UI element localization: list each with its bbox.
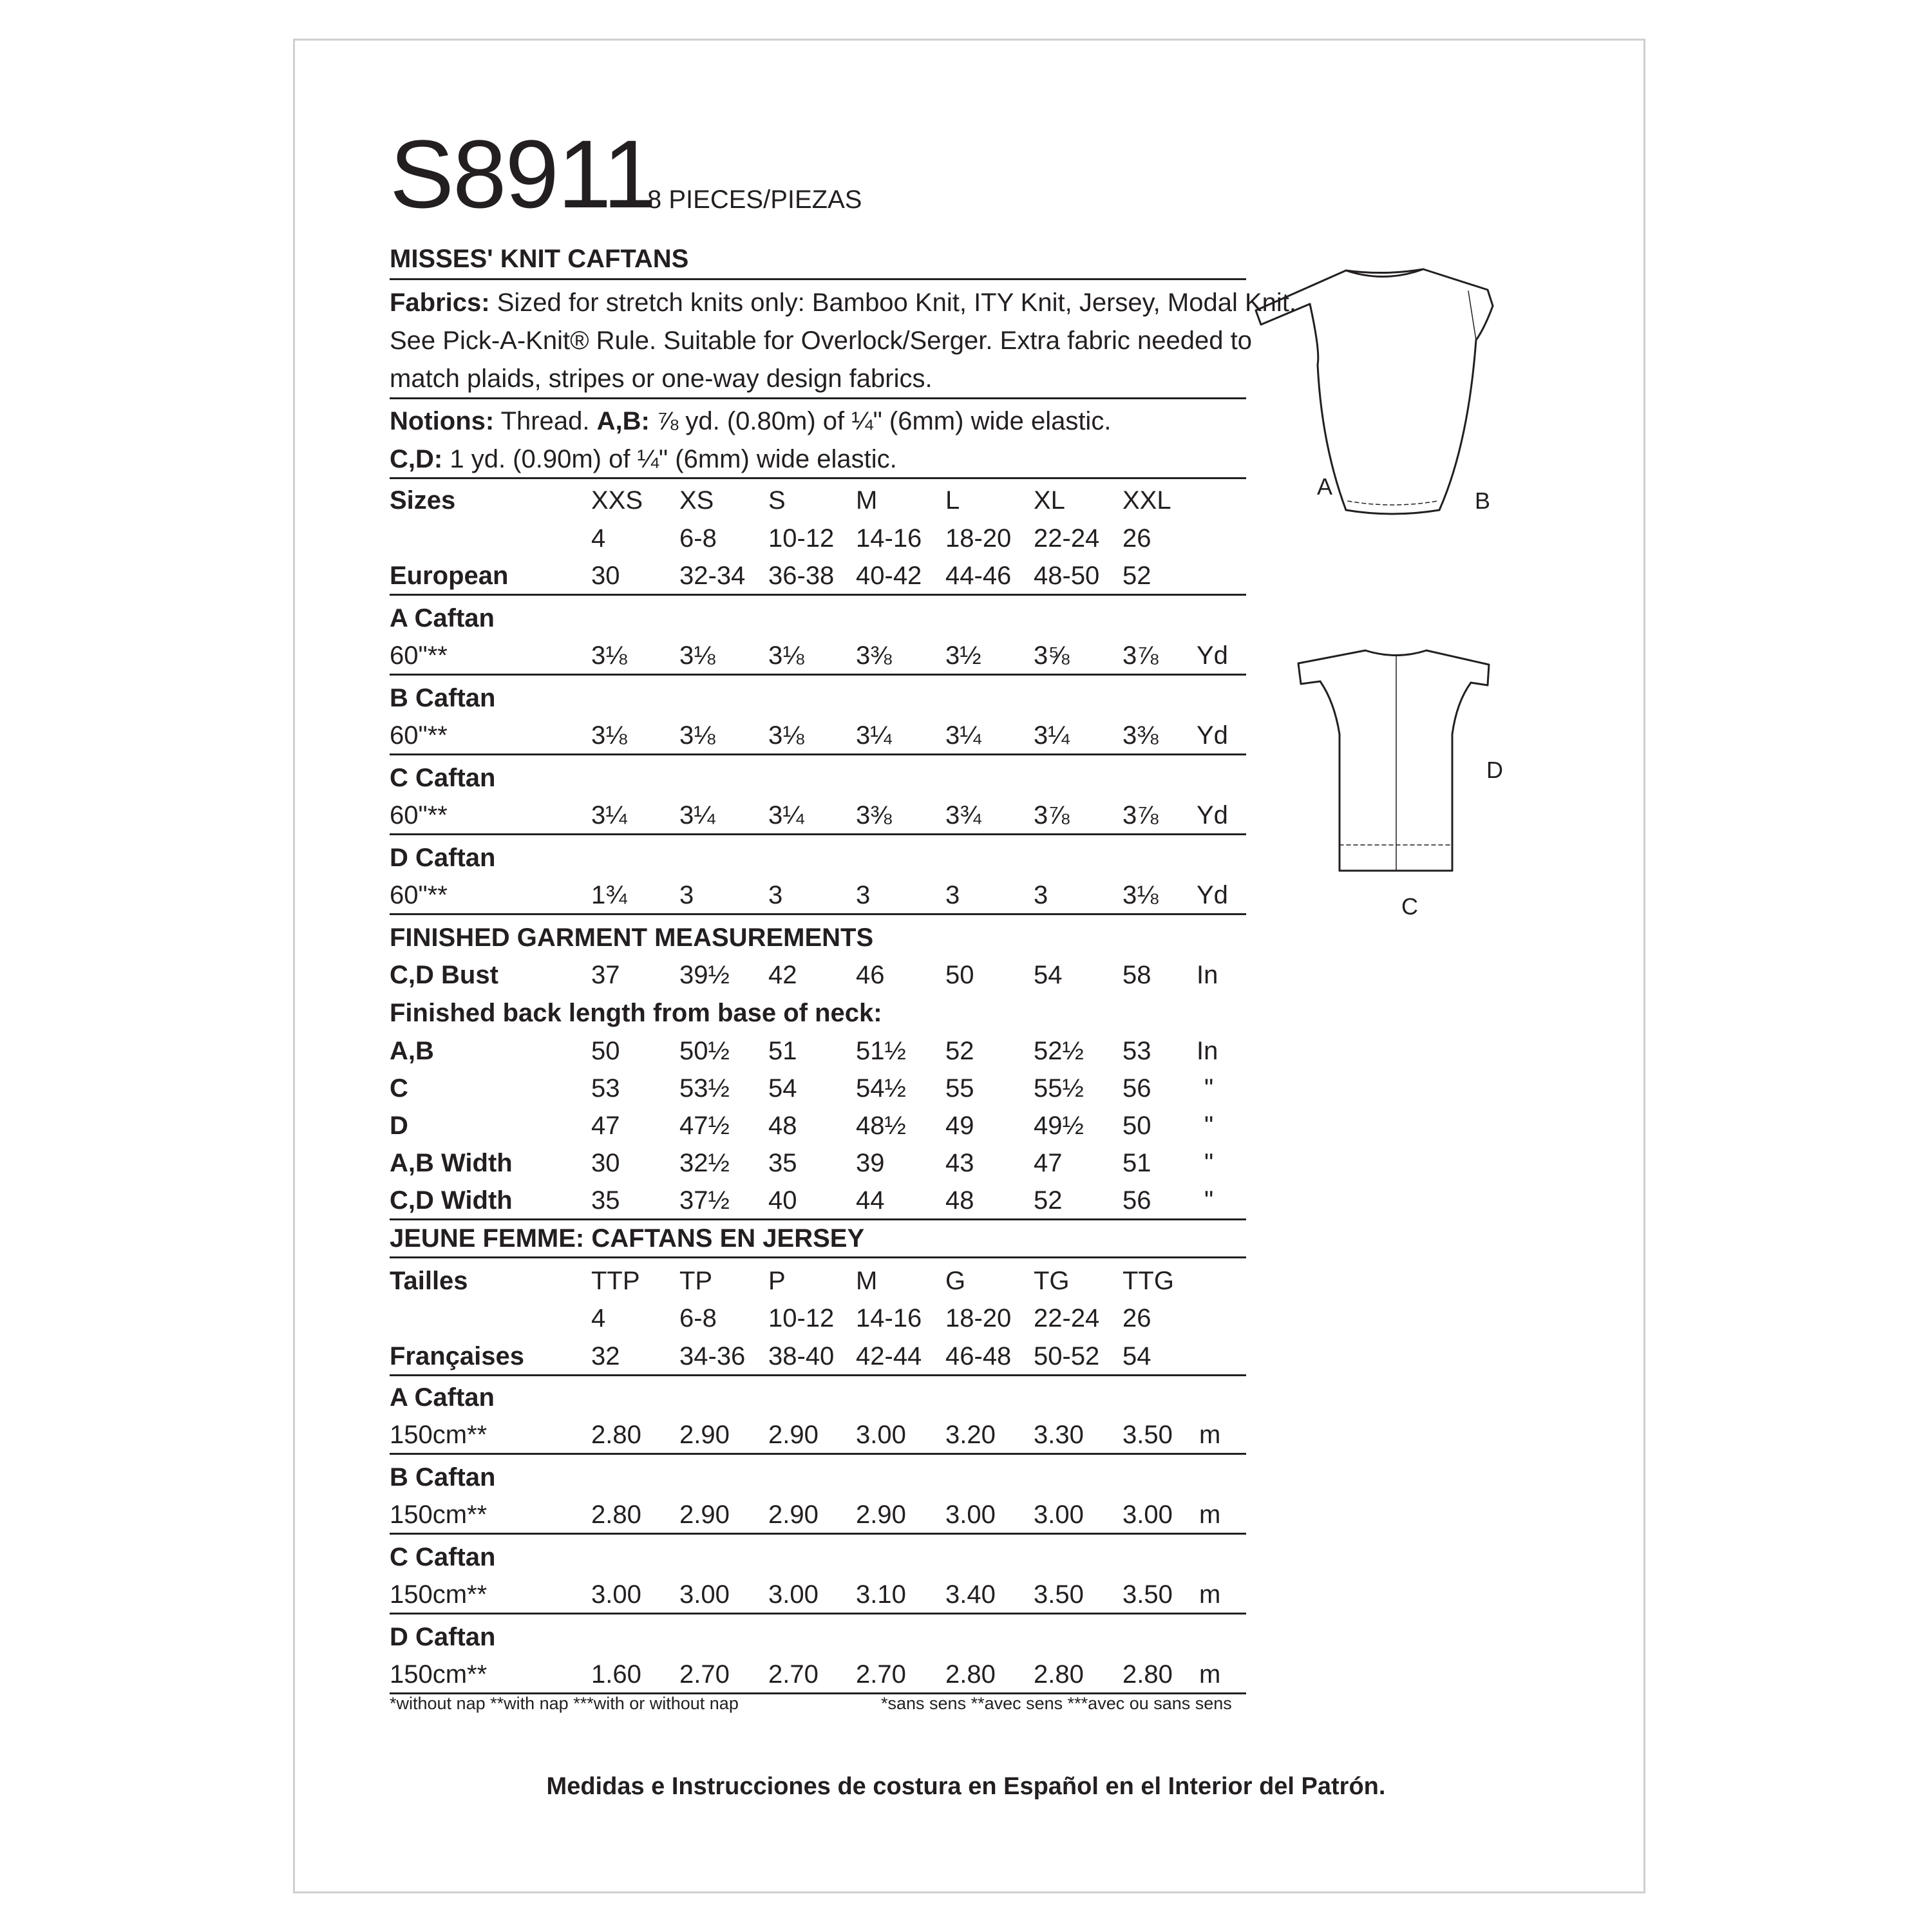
rule [390,397,1246,399]
measurement-cell: 51 [768,1037,797,1065]
taille-cell: P [768,1267,786,1295]
measurement-cell: 47 [1034,1149,1063,1177]
pattern-number: S8911 [390,120,656,228]
bust-cell: 50 [945,961,974,989]
notions-cd-label: C,D: [390,445,443,473]
rule [390,1218,1246,1220]
fabrics-line-2: See Pick-A-Knit® Rule. Suitable for Overlock/Serger. Extra fabric needed to [390,327,1252,355]
view-label: A Caftan [390,604,495,632]
measurement-cell: 52½ [1034,1037,1084,1065]
measurement-cell: 52 [1034,1186,1063,1215]
yardage-cell: 3⅜ [856,801,892,829]
yardage-cell: 3⅛ [591,721,627,750]
francaise-cell: 32 [591,1342,620,1370]
yardage-cell: 3⅞ [1122,641,1159,670]
yardage-cell: 3⅞ [1122,801,1159,829]
yardage-cell: 3¼ [768,801,804,829]
bust-cell: 39½ [679,961,730,989]
measurement-cell: 43 [945,1149,974,1177]
rule [390,1533,1246,1535]
yardage-cell: 3 [945,881,960,909]
yardage-cell: 3.50 [1122,1421,1173,1449]
francaise-cell: 38-40 [768,1342,835,1370]
yardage-cell: 3⅝ [1034,641,1070,670]
notions-thread: Thread. [500,407,590,435]
bust-label: C,D Bust [390,961,498,989]
rule [390,1453,1246,1455]
rule [390,913,1246,915]
size-numeric-cell: 14-16 [856,524,922,553]
rule [390,278,1246,280]
size-numeric-cell: 22-24 [1034,524,1100,553]
yardage-cell: 2.80 [1122,1660,1173,1689]
bust-cell: 46 [856,961,885,989]
yardage-cell: 3⅛ [679,721,715,750]
francaises-label: Françaises [390,1342,525,1370]
rule [390,1613,1246,1615]
measurement-cell: 49 [945,1112,974,1140]
yardage-cell: 3.50 [1122,1580,1173,1609]
unit-cell: " [1204,1112,1214,1140]
measurement-cell: 40 [768,1186,797,1215]
yardage-cell: 3⅜ [1122,721,1159,750]
sizes-label: Sizes [390,486,456,515]
bust-cell: 37 [591,961,620,989]
european-cell: 36-38 [768,562,835,590]
unit-cell: In [1197,1037,1218,1065]
francaise-cell: 34-36 [679,1342,746,1370]
view-label: C Caftan [390,764,496,792]
size-cell: L [945,486,960,515]
measurement-cell: 56 [1122,1186,1151,1215]
yardage-cell: 3.30 [1034,1421,1084,1449]
french-title: JEUNE FEMME: CAFTANS EN JERSEY [390,1224,865,1253]
yardage-cell: 3 [679,881,694,909]
taille-numeric-cell: 18-20 [945,1304,1012,1332]
yardage-cell: 2.80 [591,1421,641,1449]
rule [390,477,1246,479]
measurement-label: A,B [390,1037,434,1065]
size-numeric-cell: 26 [1122,524,1151,553]
yardage-cell: 3.00 [1122,1501,1173,1529]
yardage-cell: 2.90 [768,1421,819,1449]
yardage-cell: 3¼ [591,801,627,829]
measurement-cell: 50 [591,1037,620,1065]
measurement-label: C [390,1074,408,1103]
yardage-cell: 3¼ [856,721,892,750]
yardage-cell: 3 [1034,881,1048,909]
measurement-cell: 48 [768,1112,797,1140]
taille-cell: G [945,1267,966,1295]
yardage-cell: 3.00 [945,1501,996,1529]
taille-numeric-cell: 10-12 [768,1304,835,1332]
measurement-cell: 54½ [856,1074,906,1103]
yardage-cell: 3.00 [768,1580,819,1609]
yardage-cell: 3.20 [945,1421,996,1449]
yardage-cell: 2.70 [856,1660,906,1689]
unit-cell: m [1199,1421,1221,1449]
european-cell: 44-46 [945,562,1012,590]
taille-numeric-cell: 4 [591,1304,606,1332]
yardage-cell: 3⅛ [679,641,715,670]
unit-cell: m [1199,1501,1221,1529]
fabric-width: 60"** [390,881,448,909]
fabric-width: 150cm** [390,1580,488,1609]
european-label: European [390,562,509,590]
taille-numeric-cell: 6-8 [679,1304,717,1332]
measurement-cell: 48 [945,1186,974,1215]
notions-line-1 [390,408,1111,434]
yardage-cell: 2.70 [768,1660,819,1689]
fabrics-label: Fabrics: [390,289,490,317]
spanish-note: Medidas e Instrucciones de costura en Español en el Interior del Patrón. [546,1773,1386,1800]
fabric-width: 150cm** [390,1660,488,1689]
view-label-c: C [1401,893,1418,920]
rule [390,1374,1246,1376]
yardage-cell: 2.90 [856,1501,906,1529]
yardage-cell: 3.00 [679,1580,730,1609]
taille-cell: M [856,1267,878,1295]
yardage-cell: 3.00 [856,1421,906,1449]
yardage-cell: 3 [856,881,871,909]
yardage-cell: 3 [768,881,783,909]
footnote-french: *sans sens **avec sens ***avec ou sans sens [881,1694,1232,1713]
bust-cell: 42 [768,961,797,989]
measurement-cell: 53½ [679,1074,730,1103]
yardage-cell: 3¼ [945,721,981,750]
view-label: B Caftan [390,1463,496,1492]
fabric-width: 150cm** [390,1501,488,1529]
fabric-width: 60"** [390,801,448,829]
unit-cell: Yd [1197,881,1228,909]
measurement-cell: 48½ [856,1112,906,1140]
measurement-cell: 53 [1122,1037,1151,1065]
view-label: D Caftan [390,1623,496,1651]
size-cell: S [768,486,786,515]
yardage-cell: 3⅛ [591,641,627,670]
taille-cell: TTP [591,1267,640,1295]
taille-numeric-cell: 22-24 [1034,1304,1100,1332]
size-numeric-cell: 18-20 [945,524,1012,553]
fabrics-text-1: Sized for stretch knits only: Bamboo Knit, ITY Knit, Jersey, Modal Knit. [497,289,1297,317]
measurement-cell: 55 [945,1074,974,1103]
size-numeric-cell: 6-8 [679,524,717,553]
unit-cell: Yd [1197,721,1228,750]
francaise-cell: 46-48 [945,1342,1012,1370]
taille-numeric-cell: 26 [1122,1304,1151,1332]
yardage-cell: 3½ [945,641,981,670]
fabric-width: 60"** [390,721,448,750]
measurement-cell: 55½ [1034,1074,1084,1103]
francaise-cell: 54 [1122,1342,1151,1370]
view-label: C Caftan [390,1543,496,1571]
unit-cell: m [1199,1580,1221,1609]
yardage-cell: 3⅜ [856,641,892,670]
measurement-cell: 49½ [1034,1112,1084,1140]
pieces-count: 8 PIECES/PIEZAS [647,185,862,214]
rule [390,1256,1246,1258]
yardage-cell: 3⅞ [1034,801,1070,829]
measurement-cell: 35 [768,1149,797,1177]
size-numeric-cell: 10-12 [768,524,835,553]
yardage-cell: 3.00 [591,1580,641,1609]
yardage-cell: 2.90 [679,1421,730,1449]
unit-cell: " [1204,1074,1214,1103]
yardage-cell: 3.50 [1034,1580,1084,1609]
taille-cell: TTG [1122,1267,1174,1295]
measurement-cell: 54 [768,1074,797,1103]
notions-line-2 [390,446,897,472]
fabrics-line-3: match plaids, stripes or one-way design fabrics. [390,365,933,393]
measurement-cell: 37½ [679,1186,730,1215]
yardage-cell: 2.80 [945,1660,996,1689]
taille-numeric-cell: 14-16 [856,1304,922,1332]
footnote-english: *without nap **with nap ***with or without nap [390,1694,739,1713]
yardage-cell: 3⅛ [768,641,804,670]
yardage-cell: 3¼ [679,801,715,829]
notions-ab-label: A,B: [596,407,650,435]
measurement-cell: 30 [591,1149,620,1177]
yardage-cell: 3.00 [1034,1501,1084,1529]
size-cell: XS [679,486,714,515]
view-label-d: D [1486,757,1503,783]
tailles-label: Tailles [390,1267,468,1295]
back-length-title: Finished back length from base of neck: [390,999,882,1027]
notions-ab-text: ⅞ yd. (0.80m) of ¼" (6mm) wide elastic. [656,407,1112,435]
measurement-cell: 50 [1122,1112,1151,1140]
measurement-cell: 56 [1122,1074,1151,1103]
taille-cell: TG [1034,1267,1070,1295]
size-cell: XXL [1122,486,1171,515]
view-label: D Caftan [390,844,496,872]
size-cell: M [856,486,878,515]
yardage-cell: 3⅛ [1122,881,1159,909]
bust-cell: 54 [1034,961,1063,989]
view-label: B Caftan [390,684,496,712]
francaise-cell: 50-52 [1034,1342,1100,1370]
european-cell: 30 [591,562,620,590]
yardage-cell: 3¼ [1034,721,1070,750]
notions-cd-text: 1 yd. (0.90m) of ¼" (6mm) wide elastic. [450,445,897,473]
pattern-title: MISSES' KNIT CAFTANS [390,245,689,273]
yardage-cell: 3.40 [945,1580,996,1609]
yardage-cell: 3.10 [856,1580,906,1609]
rule [390,833,1246,835]
measurement-label: A,B Width [390,1149,513,1177]
measurement-cell: 47 [591,1112,620,1140]
unit-cell: m [1199,1660,1221,1689]
yardage-cell: 2.80 [591,1501,641,1529]
unit-cell: " [1204,1186,1214,1215]
measurement-cell: 51 [1122,1149,1151,1177]
yardage-cell: 1.60 [591,1660,641,1689]
measurement-cell: 35 [591,1186,620,1215]
size-cell: XL [1034,486,1065,515]
finished-title: FINISHED GARMENT MEASUREMENTS [390,923,874,952]
yardage-cell: 2.80 [1034,1660,1084,1689]
fabrics-line-1 [390,290,1296,316]
measurement-label: C,D Width [390,1186,513,1215]
yardage-cell: 1¾ [591,881,627,909]
caftan-cd-drawing [1288,631,1507,889]
view-label: A Caftan [390,1383,495,1412]
unit-cell: Yd [1197,801,1228,829]
measurement-label: D [390,1112,408,1140]
unit-cell: Yd [1197,641,1228,670]
bust-cell: 58 [1122,961,1151,989]
european-cell: 40-42 [856,562,922,590]
size-numeric-cell: 4 [591,524,606,553]
yardage-cell: 2.90 [768,1501,819,1529]
unit-cell: " [1204,1149,1214,1177]
size-cell: XXS [591,486,643,515]
rule [390,674,1246,676]
unit-cell: In [1197,961,1218,989]
measurement-cell: 51½ [856,1037,906,1065]
european-cell: 52 [1122,562,1151,590]
measurement-cell: 52 [945,1037,974,1065]
measurement-cell: 47½ [679,1112,730,1140]
yardage-cell: 2.70 [679,1660,730,1689]
notions-label: Notions: [390,407,495,435]
view-label-a: A [1317,473,1333,500]
measurement-cell: 44 [856,1186,885,1215]
european-cell: 48-50 [1034,562,1100,590]
francaise-cell: 42-44 [856,1342,922,1370]
yardage-cell: 2.90 [679,1501,730,1529]
fabric-width: 150cm** [390,1421,488,1449]
rule [390,594,1246,596]
yardage-cell: 3⅛ [768,721,804,750]
rule [390,753,1246,755]
measurement-cell: 50½ [679,1037,730,1065]
measurement-cell: 32½ [679,1149,730,1177]
european-cell: 32-34 [679,562,746,590]
measurement-cell: 53 [591,1074,620,1103]
fabric-width: 60"** [390,641,448,670]
measurement-cell: 39 [856,1149,885,1177]
yardage-cell: 3¾ [945,801,981,829]
taille-cell: TP [679,1267,713,1295]
view-label-b: B [1475,488,1491,514]
